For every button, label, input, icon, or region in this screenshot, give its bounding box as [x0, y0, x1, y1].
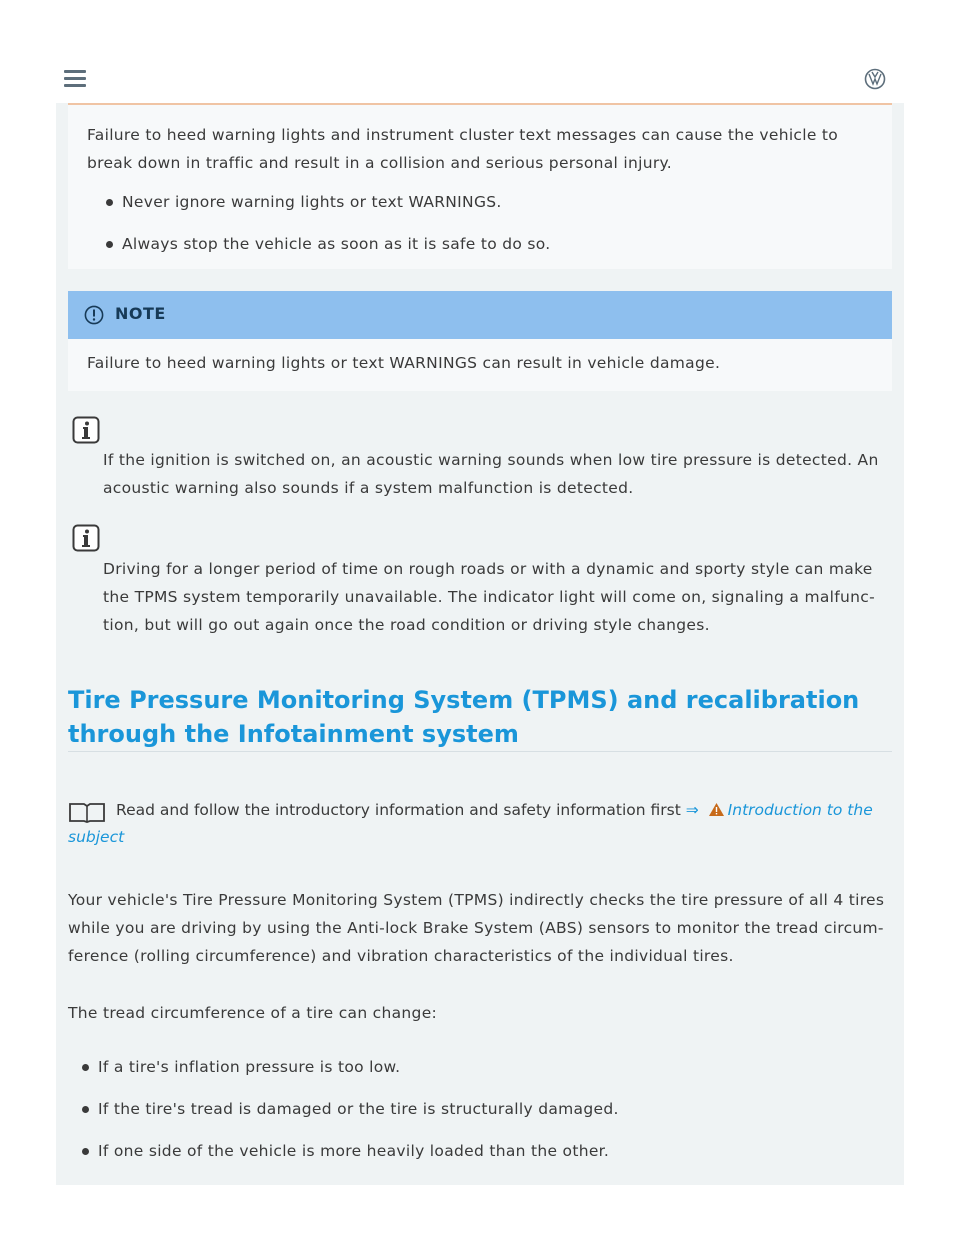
warning-bullet: Never ignore warning lights or text WARNINGS. — [122, 190, 502, 214]
intro-line — [68, 797, 892, 851]
book-icon — [68, 801, 106, 823]
info-icon — [72, 416, 100, 444]
heading-divider — [68, 751, 892, 752]
note-text: Failure to heed warning lights or text WARNINGS can result in vehicle damage. — [87, 354, 721, 372]
note-box — [68, 291, 892, 391]
warning-bullet: Always stop the vehicle as soon as it is safe to do so. — [122, 232, 551, 256]
section-bullet: If the tire's tread is damaged or the tire is structurally damaged. — [98, 1097, 619, 1121]
note-header — [68, 291, 892, 339]
info-text: Driving for a longer period of time on rough roads or with a dynamic and sporty style can make the TPMS system temporarily unavailable. The indicator light will come on, signaling a malfunc-tion, but will go out again once the road condition or driving style changes. — [103, 560, 875, 634]
note-title: NOTE — [115, 304, 166, 323]
section-heading: Tire Pressure Monitoring System (TPMS) and recalibration through the Infotainment system — [68, 686, 860, 748]
warning-text: Failure to heed warning lights and instrument cluster text messages can cause the vehicle to break down in traffic and result in a collision and serious personal injury. — [87, 126, 839, 172]
info-icon — [72, 524, 100, 552]
top-bar — [56, 56, 904, 104]
menu-icon[interactable] — [64, 70, 86, 88]
vw-logo-icon[interactable] — [864, 68, 886, 90]
section-bullet: If a tire's inflation pressure is too low. — [98, 1055, 400, 1079]
section-bullet: If one side of the vehicle is more heavily loaded than the other. — [98, 1139, 609, 1163]
section-paragraph: The tread circumference of a tire can change: — [68, 1004, 438, 1022]
warning-box — [68, 103, 892, 269]
section-paragraph: Your vehicle's Tire Pressure Monitoring System (TPMS) indirectly checks the tire pressure of all 4 tires while you are driving by using the Anti-lock Brake System (ABS) sensors to monitor the tread circum-ference (rolling circumference) and vibration characteristics of the individual tires. — [68, 891, 885, 965]
intro-link[interactable]: Introduction to the subject — [68, 801, 873, 846]
info-text: If the ignition is switched on, an acoustic warning sounds when low tire pressure is detected. An acoustic warning also sounds if a system malfunction is detected. — [103, 451, 879, 497]
intro-arrow: ⇒ — [685, 801, 699, 819]
warning-triangle-icon — [708, 802, 725, 817]
exclamation-circle-icon — [84, 305, 104, 325]
intro-text: Read and follow the introductory information and safety information first — [116, 801, 681, 819]
content-panel — [56, 103, 904, 1185]
